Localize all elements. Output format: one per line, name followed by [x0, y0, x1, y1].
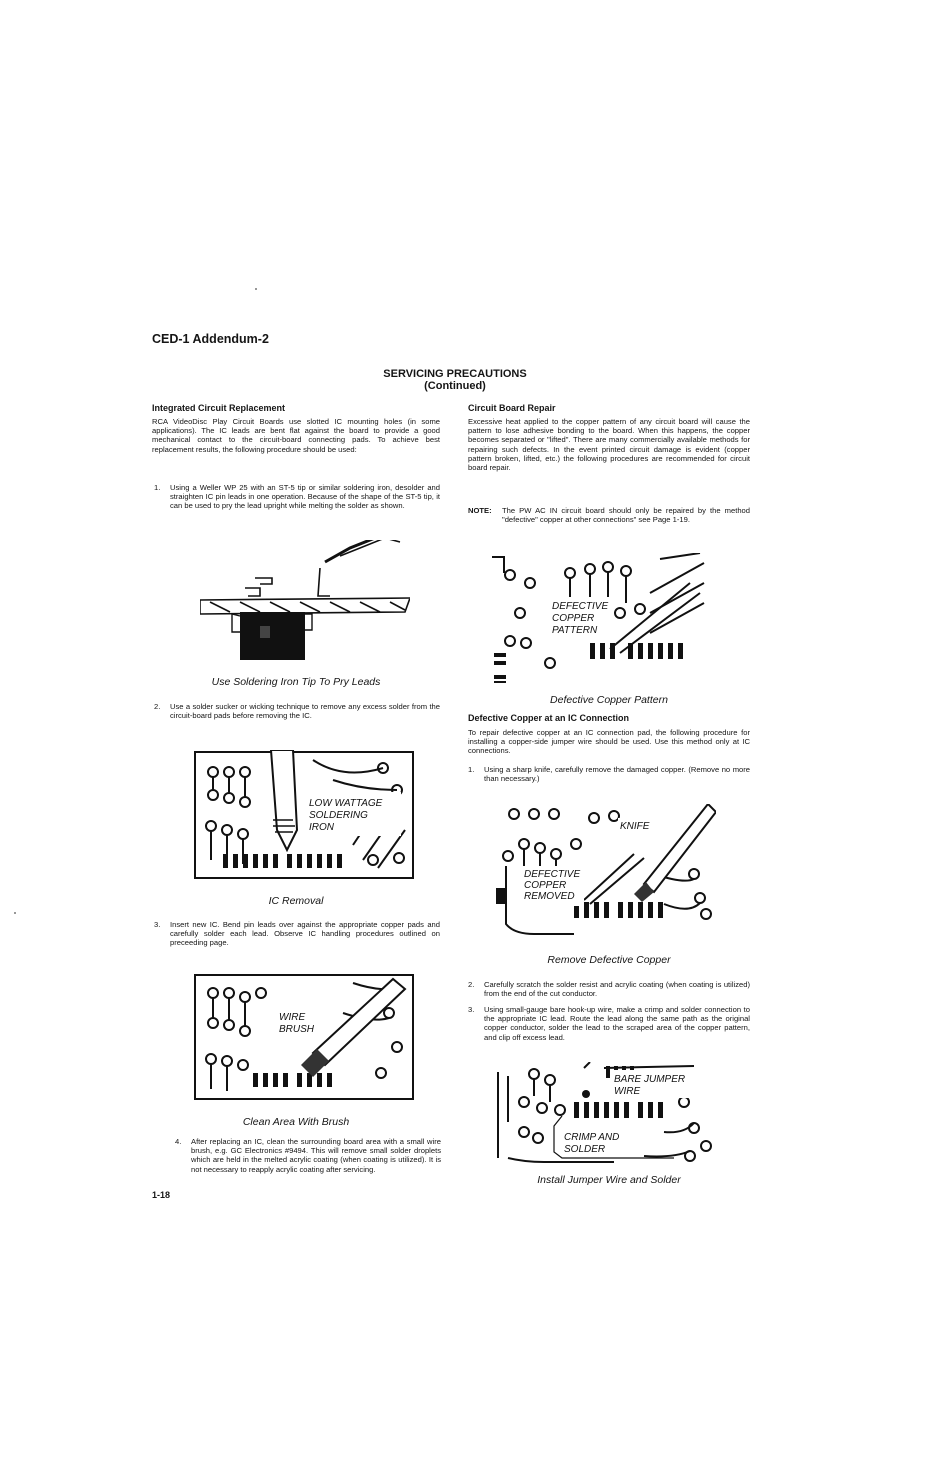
figure-remove-defective-copper — [494, 804, 716, 940]
fig-label: COPPER — [552, 613, 595, 624]
speck — [14, 912, 16, 914]
step-2-right — [468, 980, 750, 999]
figure-ic-removal — [193, 750, 415, 880]
section-heading-circuit-board-repair: Circuit Board Repair — [468, 403, 556, 413]
step-number: 4. — [175, 1137, 182, 1146]
fig-label: COPPER — [524, 880, 567, 891]
step-3 — [154, 920, 440, 948]
circuit-board-illustration — [193, 750, 415, 880]
step-number: 2. — [154, 702, 161, 711]
fig-label: LOW WATTAGE — [309, 798, 383, 809]
circuit-board-illustration — [494, 804, 716, 940]
step-text: Using a Weller WP 25 with an ST-5 tip or similar soldering iron, desolder and straighten IC pin leads in one operation. Because of the shape of the ST-5 tip, it can be used to pry the lead upright while melting the solder as shown. — [170, 483, 440, 511]
figure-defective-copper-pattern — [490, 553, 712, 683]
document-header: CED-1 Addendum-2 — [152, 332, 269, 346]
fig-label: CRIMP AND — [564, 1132, 620, 1143]
step-number: 1. — [154, 483, 161, 492]
step-4 — [175, 1137, 441, 1174]
step-text: Carefully scratch the solder resist and acrylic coating (when coating is utilized) from the end of the cut conductor. — [484, 980, 750, 999]
step-number: 3. — [468, 1005, 475, 1014]
fig-label: PATTERN — [552, 625, 598, 636]
step-text: Insert new IC. Bend pin leads over against the appropriate copper pads and carefully solder each lead. Observe IC handling procedures outlined on preceeding page. — [170, 920, 440, 948]
step-1-right — [468, 765, 750, 784]
fig-label: BRUSH — [279, 1024, 315, 1035]
section-heading-defective-copper: Defective Copper at an IC Connection — [468, 713, 630, 723]
figure-wire-brush — [193, 973, 415, 1101]
figure-caption: Remove Defective Copper — [547, 954, 671, 966]
page-subtitle: (Continued) — [424, 380, 486, 392]
step-number: 2. — [468, 980, 475, 989]
step-number: 1. — [468, 765, 475, 774]
step-number: 3. — [154, 920, 161, 929]
fig-label: WIRE — [614, 1086, 641, 1097]
figure-install-jumper-wire — [494, 1062, 722, 1166]
step-text: Using a sharp knife, carefully remove the damaged copper. (Remove no more than necessary.) — [484, 765, 750, 784]
section-heading-ic-replacement: Integrated Circuit Replacement — [152, 403, 286, 413]
figure-caption: Defective Copper Pattern — [550, 694, 668, 706]
fig-label: REMOVED — [524, 891, 575, 902]
fig-label: WIRE — [279, 1012, 306, 1023]
step-text: After replacing an IC, clean the surrounding board area with a small wire brush, e.g. GC Electronics #9494. This will remove small solder droplets which are held in the melted acrylic coating (when coating is utilized). It is not necessary to reapply acrylic coating after servicing. — [191, 1137, 441, 1174]
figure-soldering-iron-pry — [200, 540, 410, 662]
speck — [255, 288, 257, 290]
step-text: Using small-gauge bare hook-up wire, make a crimp and solder connection to the appropriate IC lead. Route the lead along the same path as the original copper conductor, solder the lead to the scraped area of the copper pattern, and clip off excess lead. — [484, 1005, 750, 1042]
fig-label: BARE JUMPER — [614, 1074, 686, 1085]
fig-label: DEFECTIVE — [552, 601, 609, 612]
defective-copper-intro: To repair defective copper at an IC connection pad, the following procedure for installing a copper-side jumper wire should be used. Use this method only at IC connections. — [468, 728, 750, 756]
fig-label: SOLDERING — [309, 810, 368, 821]
page-number: 1-18 — [152, 1190, 171, 1200]
fig-label: DEFECTIVE — [524, 869, 581, 880]
circuit-board-illustration — [490, 553, 712, 683]
step-1 — [154, 483, 440, 511]
step-3-right — [468, 1005, 750, 1042]
note-text: The PW AC IN circuit board should only be repaired by the method "defective" copper at other connections" see Page 1-19. — [502, 506, 750, 525]
note-label: NOTE: — [468, 506, 492, 515]
circuit-board-illustration — [193, 973, 415, 1101]
circuit-board-repair-intro: Excessive heat applied to the copper pattern of any circuit board will cause the pattern to lose adhesive bonding to the board. When this happens, the copper becomes separated or "lifted". There are many commercially available methods for repairing such defects. In the event printed circuit damage is evident (copper pattern broken, lifted, etc.) the following procedures are recommended for circuit board repair. — [468, 417, 750, 473]
page-title: SERVICING PRECAUTIONS — [383, 368, 527, 380]
ic-replacement-intro: RCA VideoDisc Play Circuit Boards use slotted IC mounting holes (in some applications). The IC leads are bent flat against the board to provide a good mechanical contact to the circuit-board connecting pads. To achieve best replacement results, the following procedure should be used: — [152, 417, 440, 454]
figure-caption: IC Removal — [268, 895, 324, 907]
fig-label: IRON — [309, 822, 334, 833]
soldering-iron-illustration — [200, 540, 410, 662]
figure-caption: Install Jumper Wire and Solder — [537, 1174, 681, 1186]
note — [468, 506, 750, 524]
circuit-board-illustration — [494, 1062, 722, 1166]
fig-label: SOLDER — [564, 1144, 606, 1155]
fig-label: KNIFE — [620, 821, 650, 832]
figure-caption: Clean Area With Brush — [242, 1116, 350, 1128]
figure-caption: Use Soldering Iron Tip To Pry Leads — [211, 676, 381, 688]
step-text: Use a solder sucker or wicking technique to remove any excess solder from the circuit-board pads before removing the IC. — [170, 702, 440, 721]
step-2 — [154, 702, 440, 721]
